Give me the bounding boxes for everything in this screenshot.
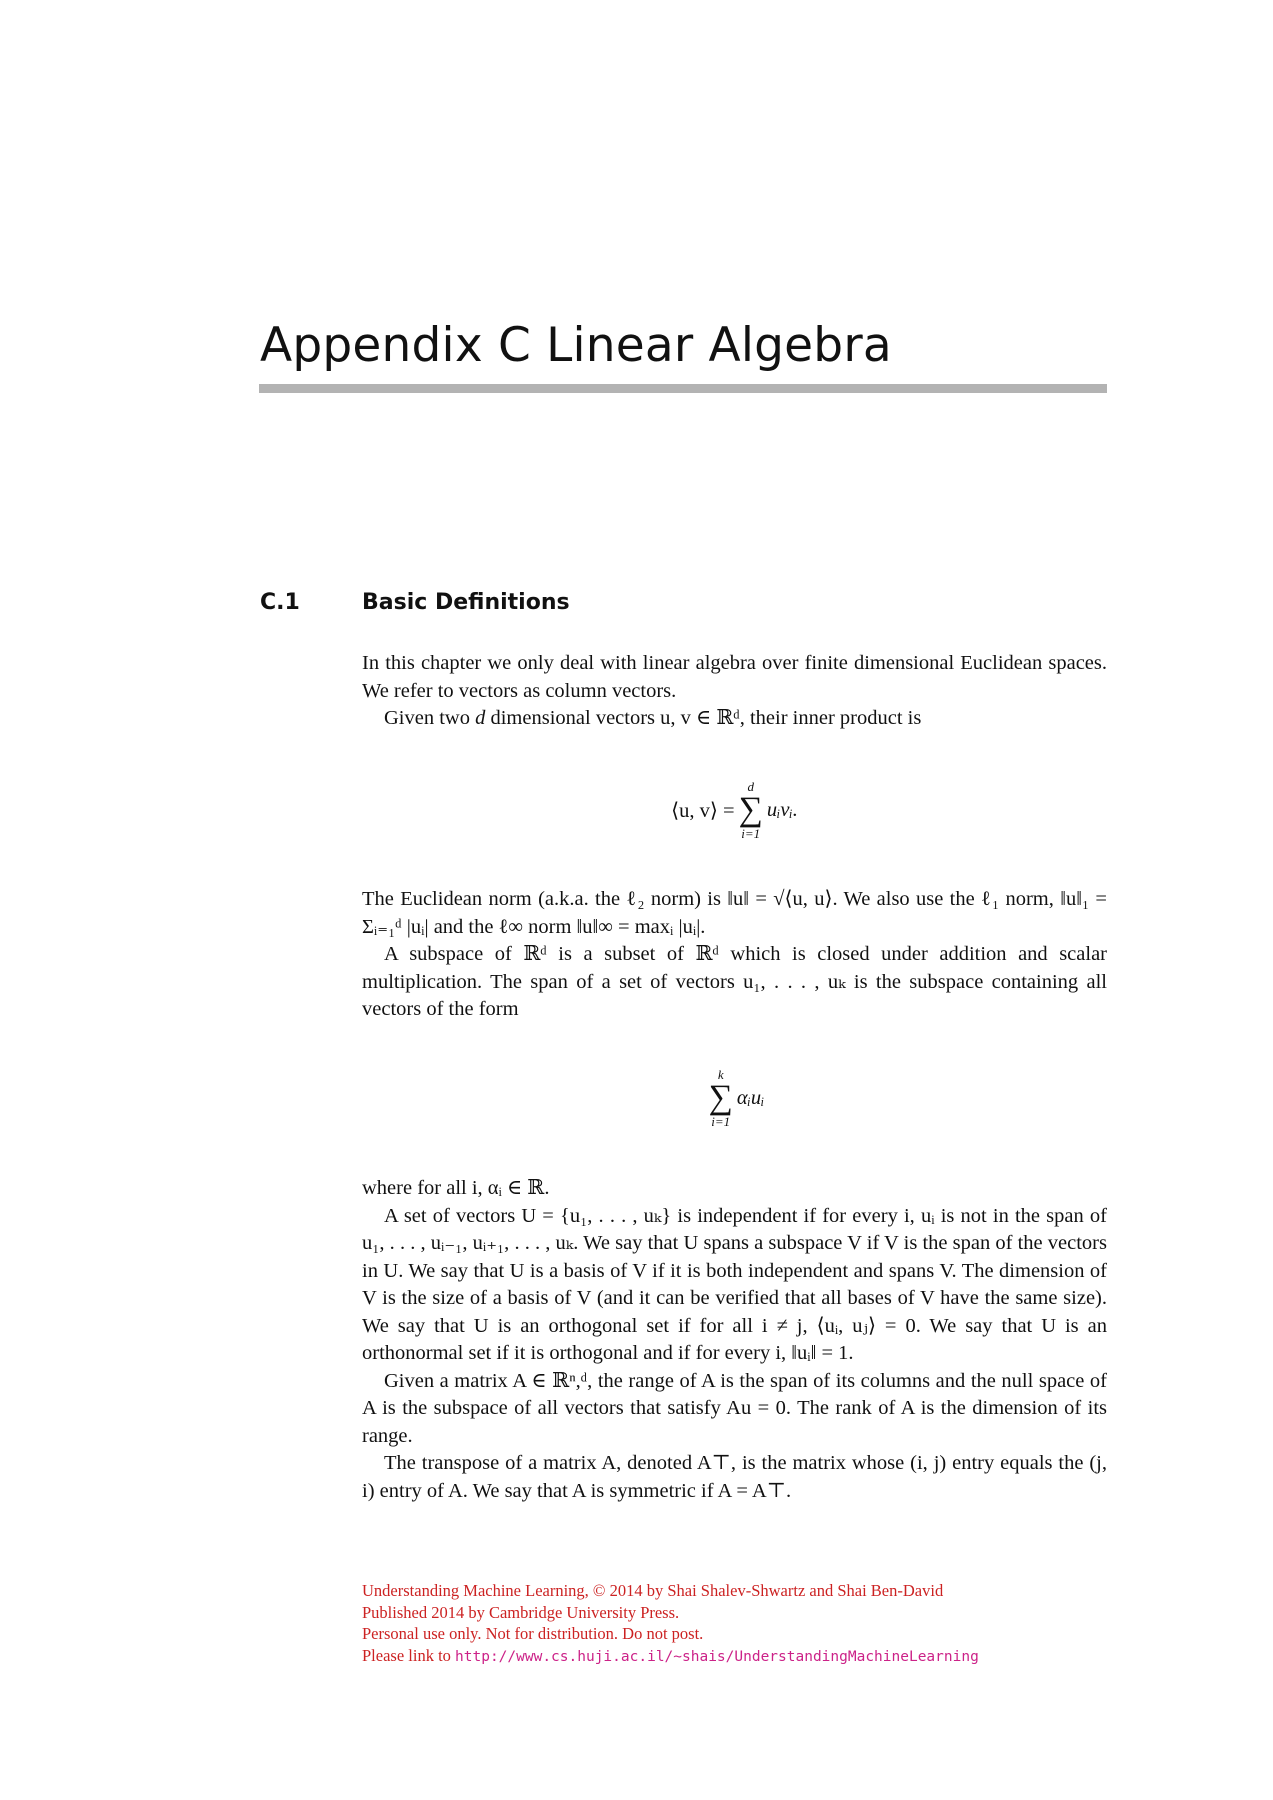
footer-line-1: Understanding Machine Learning, © 2014 by Shai Shalev-Shwartz and Shai Ben-David xyxy=(362,1581,944,1600)
equation-span xyxy=(362,1058,1107,1138)
paragraph-intro: In this chapter we only deal with linear algebra over finite dimensional Euclidean spaces. We refer to vectors as column vectors. xyxy=(362,652,1107,702)
p2-end: dimensional vectors u, v ∈ ℝᵈ, their inner product is xyxy=(485,707,922,729)
paragraph-inner-product-intro xyxy=(362,705,1107,733)
inner-product-rhs: uᵢvᵢ. xyxy=(766,798,798,821)
var-d: d xyxy=(475,707,486,729)
equation-inner-product xyxy=(362,770,1107,850)
footer-link-prefix: Please link to xyxy=(362,1645,456,1665)
book-url-link[interactable]: http://www.cs.huji.ac.il/~shais/UnderstandingMachineLearning xyxy=(455,1648,979,1665)
chapter-title: Appendix C Linear Algebra xyxy=(260,318,892,373)
p2-start: Given two xyxy=(384,707,476,729)
sum-upper-limit: k xyxy=(717,1067,724,1082)
span-rhs: αᵢuᵢ xyxy=(736,1086,765,1109)
summation-symbol xyxy=(709,1068,733,1128)
footer-line-3: Personal use only. Not for distribution. Do not post. xyxy=(362,1624,704,1643)
paragraph-independence: A set of vectors U = {u₁, . . . , uₖ} is independent if for every i, uᵢ is not in the span of u₁, . . . , uᵢ₋₁, uᵢ₊₁, . . . , uₖ. We say that U spans a subspace V if V is the span of the vectors in U. We say that U is a basis of V if it is both independent and spans V. The dimension of V is the size of a basis of V (and it can be verified that all bases of V have the same size). We say that U is an orthogonal set if for all i ≠ j, ⟨uᵢ, uⱼ⟩ = 0. We say that U is an orthonormal set if it is orthogonal and if for every i, ‖uᵢ‖ = 1. xyxy=(362,1204,1107,1364)
definitions-block xyxy=(362,1175,1107,1505)
norm-block xyxy=(362,886,1107,1024)
chapter-title-rule xyxy=(259,384,1107,393)
paragraph-norms: The Euclidean norm (a.k.a. the ℓ₂ norm) is ‖u‖ = √⟨u, u⟩. We also use the ℓ₁ norm, ‖u‖₁ = Σᵢ₌₁ᵈ |uᵢ| and the ℓ∞ norm ‖u‖∞ = maxᵢ |uᵢ|. xyxy=(362,888,1107,938)
paragraph-range: Given a matrix A ∈ ℝⁿ,ᵈ, the range of A is the span of its columns and the null space of A is the subspace of all vectors that satisfy Au = 0. The rank of A is the dimension of its range. xyxy=(362,1369,1107,1447)
intro-block xyxy=(362,650,1107,733)
footer-line-4 xyxy=(362,1645,979,1669)
sum-upper-limit: d xyxy=(747,779,754,794)
paragraph-where: where for all i, αᵢ ∈ ℝ. xyxy=(362,1177,550,1199)
section-title: Basic Definitions xyxy=(362,590,570,615)
footer-line-2: Published 2014 by Cambridge University Press. xyxy=(362,1602,680,1622)
sigma-glyph: ∑ xyxy=(738,791,763,828)
paragraph-subspace: A subspace of ℝᵈ is a subset of ℝᵈ which is closed under addition and scalar multiplication. The span of a set of vectors u₁, . . . , uₖ is the subspace containing all vectors of the form xyxy=(362,943,1107,1020)
inner-product-lhs: ⟨u, v⟩ = xyxy=(671,799,735,822)
paragraph-transpose: The transpose of a matrix A, denoted A⊤, is the matrix whose (i, j) entry equals the (j, i) entry of A. We say that A is symmetric if A = A⊤. xyxy=(362,1452,1107,1502)
section-number: C.1 xyxy=(260,590,300,615)
summation-symbol xyxy=(739,780,763,840)
copyright-footer xyxy=(362,1580,979,1668)
sum-lower-limit: i=1 xyxy=(741,826,761,841)
sigma-glyph: ∑ xyxy=(708,1079,733,1116)
sum-lower-limit: i=1 xyxy=(711,1114,731,1129)
